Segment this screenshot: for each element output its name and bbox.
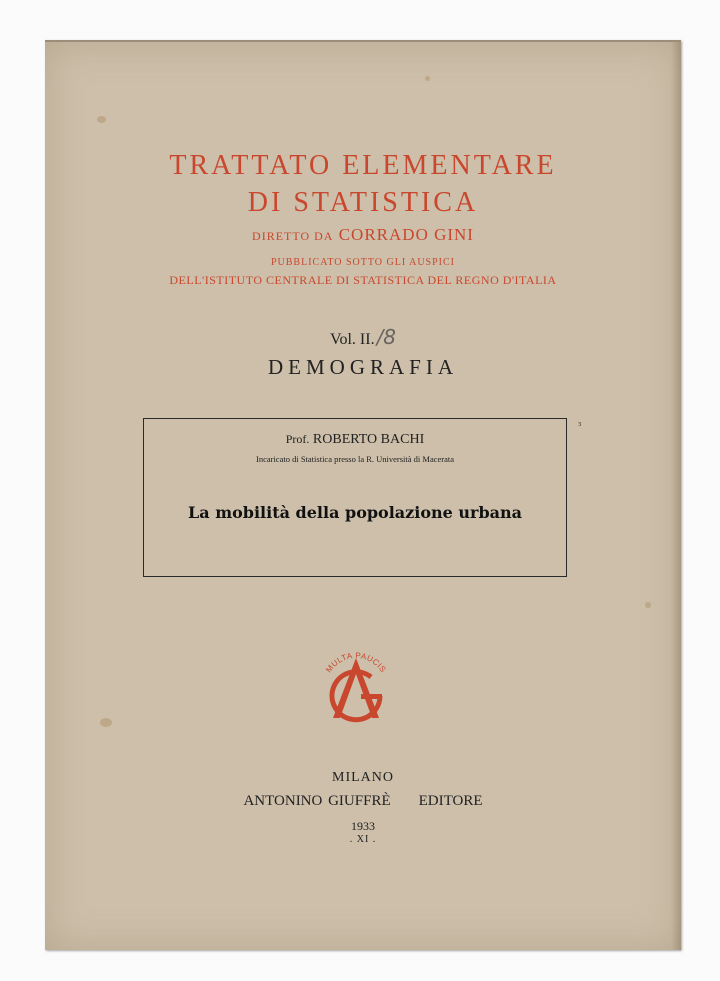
handwritten-volume-note: /8 [376, 325, 397, 349]
author-line [144, 432, 566, 448]
author-name: ROBERTO BACHI [312, 432, 425, 447]
logo-motto: MULTA PAUCIS [324, 650, 388, 675]
director-line [45, 225, 681, 245]
volume-line [45, 325, 681, 349]
fascist-era-year: . XI . [349, 834, 377, 845]
published-line-2: DELL'ISTITUTO CENTRALE DI STATISTICA DEL REGNO D'ITALIA [169, 273, 557, 287]
author-prefix: Prof. [285, 432, 310, 446]
paper-speck [425, 76, 430, 81]
author-affiliation: Incaricato di Statistica presso la R. Università di Macerata [255, 454, 455, 464]
publisher-logo-icon [313, 644, 399, 730]
paper-speck [97, 116, 106, 123]
volume-label: Vol. II. [329, 331, 375, 348]
subject-title: DEMOGRAFIA [267, 355, 458, 379]
publication-city: MILANO [332, 770, 394, 785]
paper-speck [645, 602, 651, 608]
author-title-box [143, 418, 567, 577]
series-title-line-1: TRATTATO ELEMENTARE [169, 150, 557, 181]
paper-speck [100, 718, 112, 727]
director-name: CORRADO GINI [338, 225, 474, 244]
published-line-1: PUBBLICATO SOTTO GLI AUSPICI [270, 257, 456, 268]
work-title: La mobilità della popolazione urbana [188, 503, 522, 522]
publisher-name: ANTONINO GIUFFRÈ [243, 793, 391, 809]
series-title-line-2: DI STATISTICA [247, 187, 479, 218]
publication-year: 1933 [351, 819, 375, 833]
margin-mark: з [578, 419, 582, 428]
publisher-line [45, 793, 681, 810]
book-cover [45, 40, 681, 950]
directed-prefix: DIRETTO DA [252, 229, 334, 243]
publisher-role: EDITORE [418, 793, 483, 809]
